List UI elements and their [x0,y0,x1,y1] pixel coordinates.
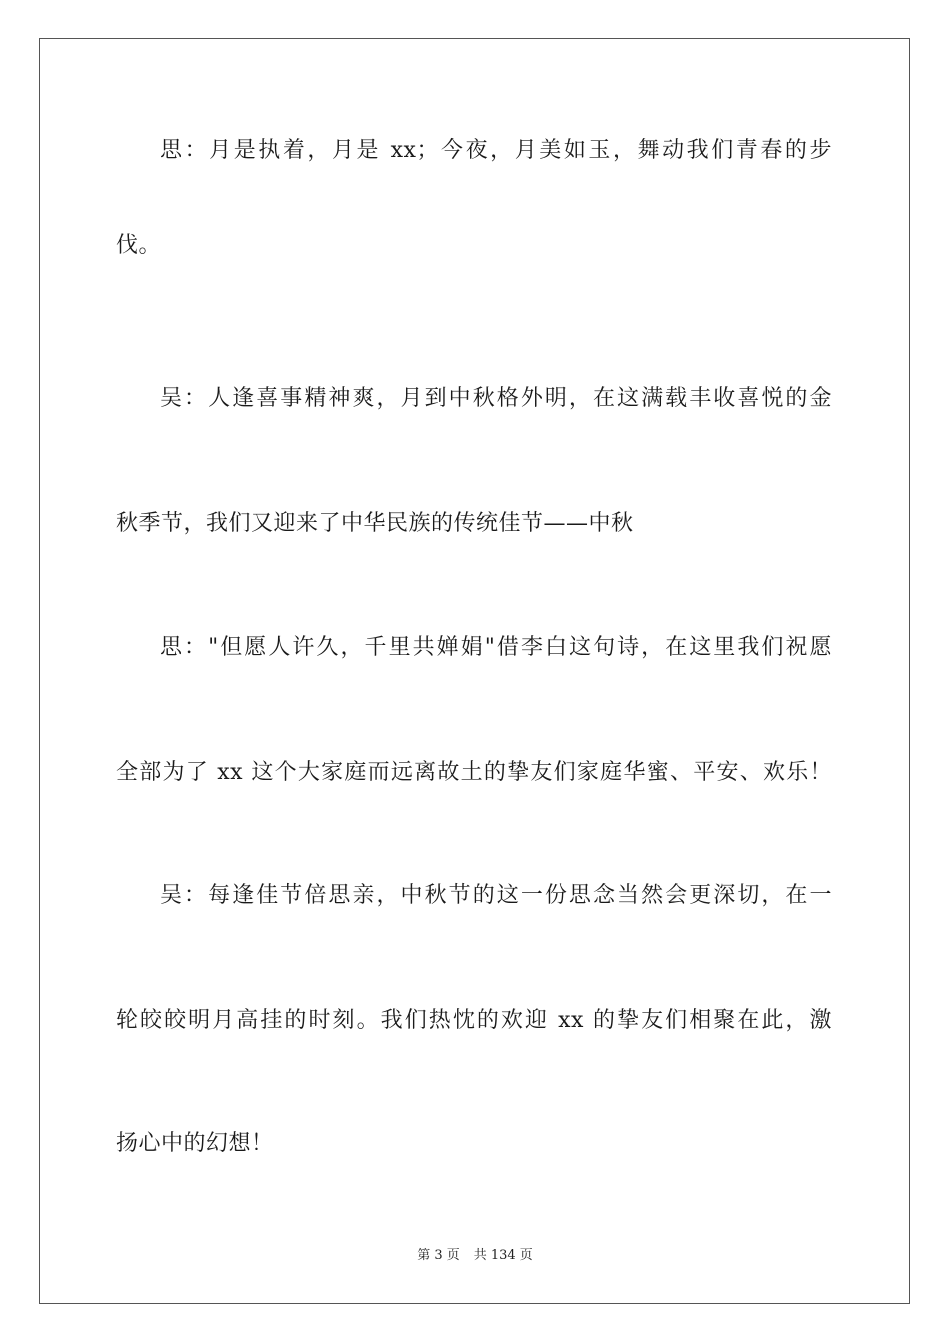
paragraph-1-line-1: 思：月是执着，月是 xx；今夜，月美如玉，舞动我们青春的步 [160,138,832,163]
paragraph-1-line-2: 伐。 [116,233,162,258]
paragraph-4-line-3: 扬心中的幻想！ [116,1131,274,1156]
page-frame [39,38,910,1304]
paragraph-2-line-2: 秋季节，我们又迎来了中华民族的传统佳节——中秋 [116,511,634,536]
paragraph-3-line-2: 全部为了 xx 这个大家庭而远离故土的挚友们家庭华蜜、平安、欢乐！ [116,760,832,785]
paragraph-3-line-1: 思："但愿人许久，千里共婵娟"借李白这句诗，在这里我们祝愿 [160,635,832,660]
page-number: 第 3 页 [417,1248,460,1263]
page-total: 共 134 页 [473,1248,533,1263]
page-footer [0,1247,950,1265]
paragraph-2-line-1: 吴：人逢喜事精神爽，月到中秋格外明，在这满载丰收喜悦的金 [160,386,832,411]
paragraph-4-line-2: 轮皎皎明月高挂的时刻。我们热忱的欢迎 xx 的挚友们相聚在此，激 [116,1008,832,1033]
paragraph-4-line-1: 吴：每逢佳节倍思亲，中秋节的这一份思念当然会更深切，在一 [160,883,832,908]
